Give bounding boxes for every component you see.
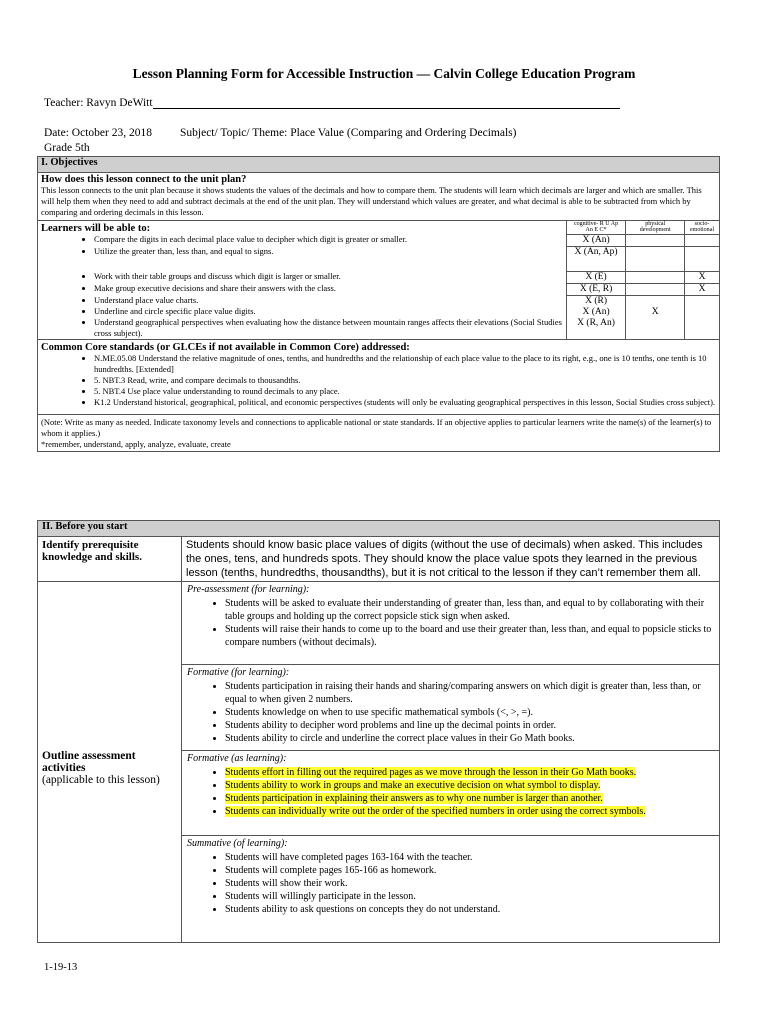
objective-text: • Utilize the greater than, less than, and equal to signs. [94,246,563,257]
cognitive-mark: X (R, An) [577,317,615,328]
physical-mark [626,283,685,295]
objective-row [38,271,720,283]
summative-cell [182,836,720,943]
objective-row [38,283,720,295]
list-item: • Students ability to work in groups and make an executive decision on what symbol to display. [225,779,718,792]
objective-row [38,295,720,340]
standard-item: • K1.2 Understand historical, geographical, political, and economic perspectives (students will only be evaluating geographical perspectives in this lesson, Social Studies cross subject). [94,397,716,408]
standard-item: • N.ME.05.08 Understand the relative magnitude of ones, tenths, and hundredths and the relationship of each place value to the place to its right, e.g., one is 10 tenths, one tenth is 10 hundredths. [Extended] [94,353,716,375]
list-item: • Students will raise their hands to come up to the board and use their greater than, less than, and equal to popsicle sticks to compare numbers (without decimals). [225,623,718,649]
list-item: • Students ability to circle and underline the correct place values in their Go Math books. [225,732,718,745]
socio-mark [685,234,720,246]
section-2-header: II. Before you start [38,521,720,537]
cognitive-mark: X (An) [582,306,610,317]
cognitive-mark: X (E, R) [566,283,626,295]
date-line: Date: October 23, 2018 [44,127,152,139]
cognitive-mark: X (E) [566,271,626,283]
socio-emotional-column-header: socio- emotional [685,221,720,235]
assessment-label: Outline assessment activities (applicable to this lesson) [38,582,182,943]
section-1-header: I. Objectives [38,157,720,173]
list-item: • Students ability to decipher word problems and line up the decimal points in order. [225,719,718,732]
objective-text: • Compare the digits in each decimal place value to decipher which digit is greater or smaller. [94,234,563,245]
before-you-start-table [37,520,720,943]
list-item: • Students participation in explaining their answers as to why one number is larger than another. [225,792,718,805]
list-item: • Students can individually write out the order of the specified numbers in order using the correct symbols. [225,805,718,818]
unit-plan-question: How does this lesson connect to the unit plan? [41,174,247,185]
list-item: • Students knowledge on when to use specific mathematical symbols (<, >, =). [225,706,718,719]
physical-column-header: physical development [626,221,685,235]
form-title: Lesson Planning Form for Accessible Instruction — Calvin College Education Program [132,66,636,81]
formative-for-learning-cell [182,665,720,751]
unit-plan-answer: This lesson connects to the unit plan because it shows students the values of the decimals and how to compare them. The students will learn which decimals are larger and which are smaller. This will help them when they need to add and subtract decimals at the end of the unit plan. They will understand which values are greater, and what decimal is able to be subtracted from which by comparing and ordering decimals in this lesson. [41,185,702,217]
list-item: • Students effort in filling out the required pages as we move through the lesson in their Go Math books. [225,766,718,779]
standard-item: • 5. NBT.4 Use place value understanding to round decimals to any place. [94,386,716,397]
socio-mark [685,246,720,271]
subject-line: Subject/ Topic/ Theme: Place Value (Comparing and Ordering Decimals) [180,127,517,139]
list-item: • Students participation in raising their hands and sharing/comparing answers on which digit is greater than, less than, or equal to when given 2 numbers. [225,680,718,706]
objective-row [38,234,720,246]
objectives-table [37,156,720,452]
footer-date: 1-19-13 [44,962,78,973]
prerequisite-text: Students should know basic place values of digits (without the use of decimals) when asked. This includes the ones, tens, and hundreds spots. They should know the place value spots they learned in the previous lesson (tenths, hundredths, thousandths), but it is not critical to the lesson if they can’t remember them all. [182,537,720,582]
list-item: • Students ability to ask questions on concepts they do not understand. [225,903,718,916]
formative-for-learning-heading: Formative (for learning): [187,667,290,678]
objective-text: • Underline and circle specific place value digits. [94,306,563,317]
list-item: • Students will be asked to evaluate their understanding of greater than, less than, and equal to by collaborating with their table groups and holding up the correct popsicle stick sign when asked. [225,597,718,623]
learners-heading: Learners will be able to: [41,223,151,234]
taxonomy-footnote: *remember, understand, apply, analyze, evaluate, create [41,439,231,449]
standard-item: • 5. NBT.3 Read, write, and compare decimals to thousandths. [94,375,716,386]
objective-text: • Work with their table groups and discuss which digit is larger or smaller. [94,271,563,282]
objective-text: • Understand geographical perspectives when evaluating how the distance between mountain ranges affects their elevations (Social Studies cross subject). [94,317,563,339]
prerequisite-label: Identify prerequisite knowledge and skills. [38,537,182,582]
objective-text: • Make group executive decisions and share their answers with the class. [94,283,563,294]
physical-mark: X [651,306,659,317]
cognitive-mark: X (An, Ap) [566,246,626,271]
physical-mark [626,246,685,271]
socio-mark: X [685,283,720,295]
standards-heading: Common Core standards (or GLCEs if not available in Common Core) addressed: [41,342,410,353]
physical-mark [626,271,685,283]
socio-mark: X [685,271,720,283]
cognitive-mark: X (An) [566,234,626,246]
pre-assessment-cell [182,582,720,665]
summative-heading: Summative (of learning): [187,838,288,849]
teacher-line: Teacher: Ravyn DeWitt [44,97,620,109]
list-item: • Students will show their work. [225,877,718,890]
cognitive-mark: X (R) [585,295,607,306]
cognitive-column-header: cognitive- R U Ap An E C* [566,221,626,235]
objective-row [38,246,720,271]
list-item: • Students will willingly participate in the lesson. [225,890,718,903]
list-item: • Students will complete pages 165-166 as homework. [225,864,718,877]
formative-as-learning-cell [182,751,720,836]
list-item: • Students will have completed pages 163-164 with the teacher. [225,851,718,864]
formative-as-learning-heading: Formative (as learning): [187,753,287,764]
grade-line: Grade 5th [44,142,90,154]
pre-assessment-heading: Pre-assessment (for learning): [187,584,310,595]
objectives-note: (Note: Write as many as needed. Indicate taxonomy levels and connections to applicable national or state standards. If an objective applies to particular learners write the name(s) of the learner(s) to whom it applies.) [41,417,712,438]
physical-mark [626,234,685,246]
objective-text: • Understand place value charts. [94,295,563,306]
